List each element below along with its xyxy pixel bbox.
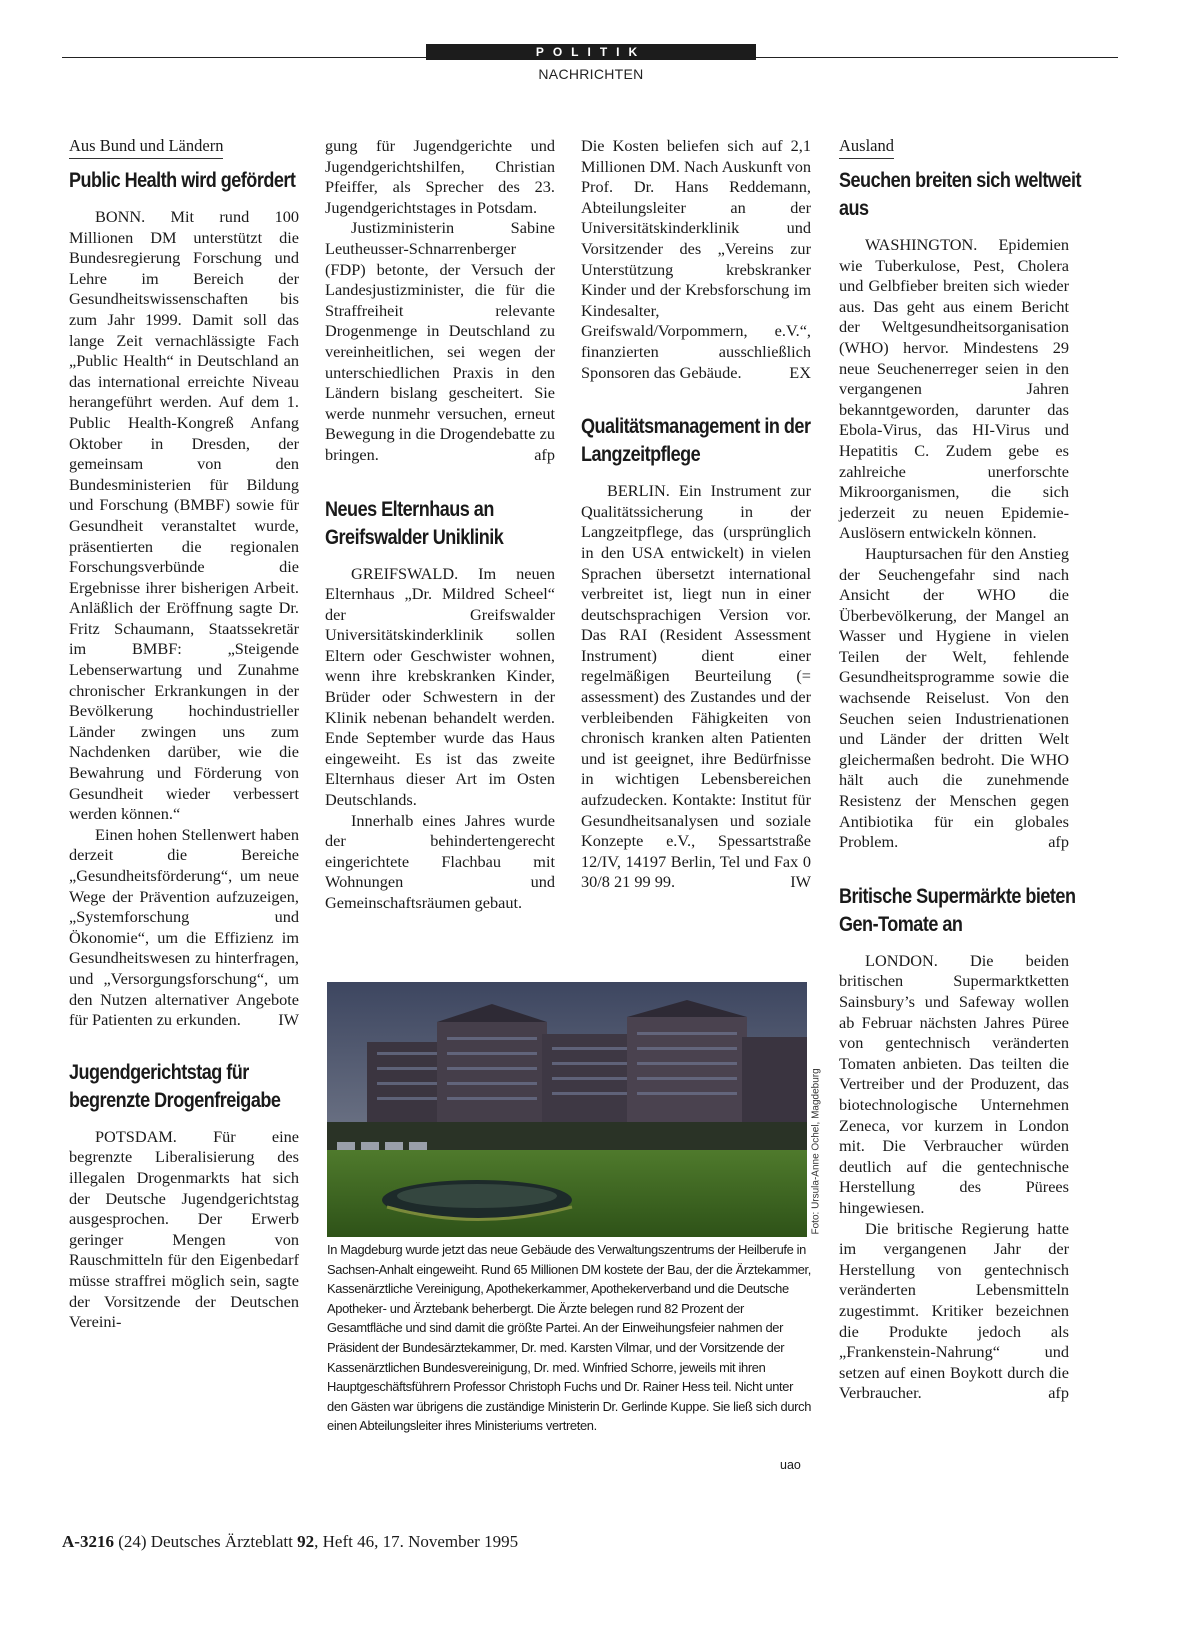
rubric-foreign: Ausland [839,136,894,159]
paragraph: gung für Jugendgerichte und Jugendgerichtshilfen, Christian Pfeiffer, als Sprecher des 23. Jugendgerichtstages in Potsdam. [325,136,555,217]
article-body-jugendgerichtstag-cont [325,136,555,466]
article-body-jugendgerichtstag [69,1127,299,1333]
column-1 [69,136,299,1333]
caption-signature: uao [780,1458,801,1472]
article-body-public-health [69,207,299,1031]
article-title-qualitaetsmanagement: Qualitätsmanagement in der Langzeitpflege [581,415,811,467]
article-body-seuchen [839,235,1069,853]
photo-credit: Foto: Ursula-Anne Ochel, Magdeburg [810,1068,822,1235]
paragraph: Die Kosten beliefen sich auf 2,1 Millionen DM. Nach Auskunft von Prof. Dr. Hans Reddemann, Abteilungsleiter an der Universitätskinderklinik und Vorsitzender des „Vereins zur Unterstützung krebskranker Kinder und der Krebsforschung im Kindesalter, Greifswald/Vorpommern, e.V.“, finanzierten ausschließlich Sponsoren das Gebäude. EX [581,136,811,382]
paragraph: Die britische Regierung hatte im vergangenen Jahr der Herstellung von gentechnisch veränderten Lebensmitteln zugestimmt. Kritiker bezeichnen die Produkte jedoch als „Frankenstein-Nahrung“ und setzen auf einen Boykott durch die Verbraucher. afp [839,1218,1069,1403]
paragraph: POTSDAM. Für eine begrenzte Liberalisierung des illegalen Drogenmarkts hat sich der Deutsche Jugendgerichtstag ausgesprochen. Der Erwerb geringer Mengen von Rauschmitteln für den Eigenbedarf müsse straffrei möglich sein, sagte der Vorsitzende der Deutschen Vereini- [69,1126,299,1332]
article-title-seuchen: Seuchen breiten sich weltweit aus [839,169,1081,220]
paragraph: BERLIN. Ein Instrument zur Qualitätssicherung in der Langzeitpflege, das (ursprünglich in den USA entwickelt) in vielen Sprachen übersetzt international verbreitet ist, liegt nun in einer deutschsprachigen Version vor. Das RAI (Resident Assessment Instrument) dient einer regelmäßigen Beurteilung (= assessment) des Zustandes und der verbleibenden Fähigkeiten von chronisch kranken alten Patienten und ist geeignet, ihre Bedürfnisse in wichtigen Lebensbereichen aufzudecken. Kontakte: Institut für Gesundheitsanalysen und soziale Konzepte e.V., Spessartstraße 12/IV, 14197 Berlin, Tel und Fax 0 30/8 21 99 99. IW [581,481,811,892]
journal-issue: , Heft 46, 17. November 1995 [314,1532,519,1551]
article-body-elternhaus [325,564,555,914]
paragraph: Innerhalb eines Jahres wurde der behindertengerecht eingerichtete Flachbau mit Wohnungen und Gemeinschaftsräumen gebaut. [325,810,555,912]
author-signature: EX [789,362,811,382]
page-number-internal: (24) [118,1532,147,1551]
paragraph: Hauptursachen für den Anstieg der Seuchengefahr sind nach Ansicht der WHO die Überbevölkerung, der Mangel an Wasser und Hygiene in vielen Teilen der Welt, fehlende Gesundheitsprogramme sowie die wachsende Reiselust. Von den Seuchen seien Industrienationen und Länder der dritten Welt gleichermaßen bedroht. Die WHO hält auch die zunehmende Resistenz der Menschen gegen Antibiotika für ein globales Problem. afp [839,543,1069,852]
page-footer [62,1532,518,1552]
article-body-qualitaetsmanagement [581,481,811,893]
paragraph: BONN. Mit rund 100 Millionen DM unterstützt die Bundesregierung Forschung und Lehre im Bereich der Gesundheitswissenschaften bis zum Jahr 1999. Damit soll das lange Zeit vernachlässigte Fach „Public Health“ in Deutschland an das international erreichte Niveau herangeführt werden. Auf dem 1. Public Health-Kongreß Anfang Oktober in Dresden, der gemeinsam von den Bundesministerien für Bildung und Forschung (BMBF) sowie für Gesundheit veranstaltet wurde, präsentierten die regionalen Forschungsverbünde die Ergebnisse ihrer bisherigen Arbeit. Anläßlich der Eröffnung sagte Dr. Fritz Schaumann, Staatssekretär im BMBF: „Steigende Lebenserwartung und Zunahme chronischer Erkrankungen in der Bevölkerung hochindustrieller Länder zwingen uns zum Nachdenken darüber, wie die Bewahrung und Förderung von Gesundheit wieder verbessert werden können.“ [69,207,299,824]
column-2 [325,136,555,914]
paragraph: Justizministerin Sabine Leutheusser-Schnarrenberger (FDP) betonte, der Versuch der Landesjustizminister, die für die Straffreiheit relevante Drogenmenge in Deutschland zu vereinheitlichen, sei wegen der unterschiedlichen Praxis in den Ländern bislang gescheitert. Sie werde nunmehr versuchen, erneut Bewegung in die Drogendebatte zu bringen. afp [325,218,555,464]
article-title-jugendgerichtstag: Jugendgerichtstag für begrenzte Drogenfreigabe [69,1060,281,1112]
column-3 [581,136,811,893]
subsection-label: NACHRICHTEN [538,66,644,82]
section-label: POLITIK [426,44,756,60]
author-signature: IW [278,1010,299,1030]
paragraph: LONDON. Die beiden britischen Supermarktketten Sainsbury’s und Safeway wollen ab Februar nächsten Jahres Püree von gentechnisch veränderten Tomaten anbieten. Das teilten die Vertreiber und der Produzent, das biotechnologische Unternehmen Zeneca, vor kurzem in London mit. Die Verbraucher würden deutlich auf die gentechnische Herstellung des Pürees hingewiesen. [839,950,1069,1217]
author-signature: afp [534,444,555,464]
author-signature: afp [1048,832,1069,852]
building-photo-image [327,982,807,1237]
article-title-gen-tomate: Britische Supermärkte bieten Gen-Tomate an [839,884,1076,936]
column-4 [839,136,1081,1404]
journal-name: Deutsches Ärzteblatt [150,1532,293,1551]
building-photo [327,982,807,1237]
paragraph: GREIFSWALD. Im neuen Elternhaus „Dr. Mildred Scheel“ der Greifswalder Universitätskinderklinik sollen Eltern oder Geschwister wohnen, wenn ihre krebskranken Kinder, Brüder oder Schwestern in der Klinik nebenan behandelt werden. Ende September wurde das Haus eingeweiht. Es ist das zweite Elternhaus dieser Art im Osten Deutschlands. [325,563,555,810]
article-title-public-health: Public Health wird gefördert [69,169,296,192]
author-signature: afp [1048,1383,1069,1403]
article-title-elternhaus: Neues Elternhaus an Greifswalder Uniklinik [325,497,504,549]
rubric-domestic: Aus Bund und Ländern [69,136,223,159]
page-number: A-3216 [62,1532,114,1551]
article-body-elternhaus-cont [581,136,811,383]
photo-caption: In Magdeburg wurde jetzt das neue Gebäude des Verwaltungszentrums der Heilberufe in Sachsen-Anhalt eingeweiht. Rund 65 Millionen DM kostete der Bau, der die Ärztekammer, Kassenärztliche Vereinigung, Apothekerkammer, Apothekerverband und die Deutsche Apotheker- und Ärztebank beherbergt. Die Ärzte belegen rund 82 Prozent der Gesamtfläche und sind damit die größte Partei. An der Einweihungsfeier nahmen der Präsident der Bundesärztekammer, Dr. med. Karsten Vilmar, und der Vorsitzende der Kassenärztlichen Bundesvereinigung, Dr. med. Winfried Schorre, jeweils mit ihren Hauptgeschäftsführern Professor Christoph Fuchs und Dr. Rainer Hess teil. Nicht unter den Gästen war übrigens die zuständige Ministerin Dr. Gerlinde Kuppe. Sie ließ sich durch einen Abteilungsleiter ihres Ministeriums vertreten. [327,1242,812,1434]
paragraph: WASHINGTON. Epidemien wie Tuberkulose, Pest, Cholera und Gelbfieber breiten sich wieder aus. Das geht aus einem Bericht der Weltgesundheitsorganisation (WHO) hervor. Mindestens 29 neue Seuchenerreger seien in den vergangenen Jahren bekanntgeworden, darunter das Ebola-Virus, das HI-Virus und Hepatitis C. Zudem gebe es zahlreiche unerforschte Mikroorganismen, die sich jederzeit zu neuen Epidemie-Auslösern entwickeln können. [839,235,1069,543]
journal-volume: 92 [297,1532,315,1551]
paragraph: Einen hohen Stellenwert haben derzeit die Bereiche „Gesundheitsförderung“, um neue Wege der Prävention aufzuzeigen, „Systemforschung und Ökonomie“, um die Effizienz im Gesundheitswesen zu hinterfragen, und „Versorgungsforschung“, um den Nutzen alternativer Angebote für Patienten zu erkunden. IW [69,824,299,1030]
article-body-gen-tomate [839,951,1069,1404]
author-signature: IW [790,872,811,892]
